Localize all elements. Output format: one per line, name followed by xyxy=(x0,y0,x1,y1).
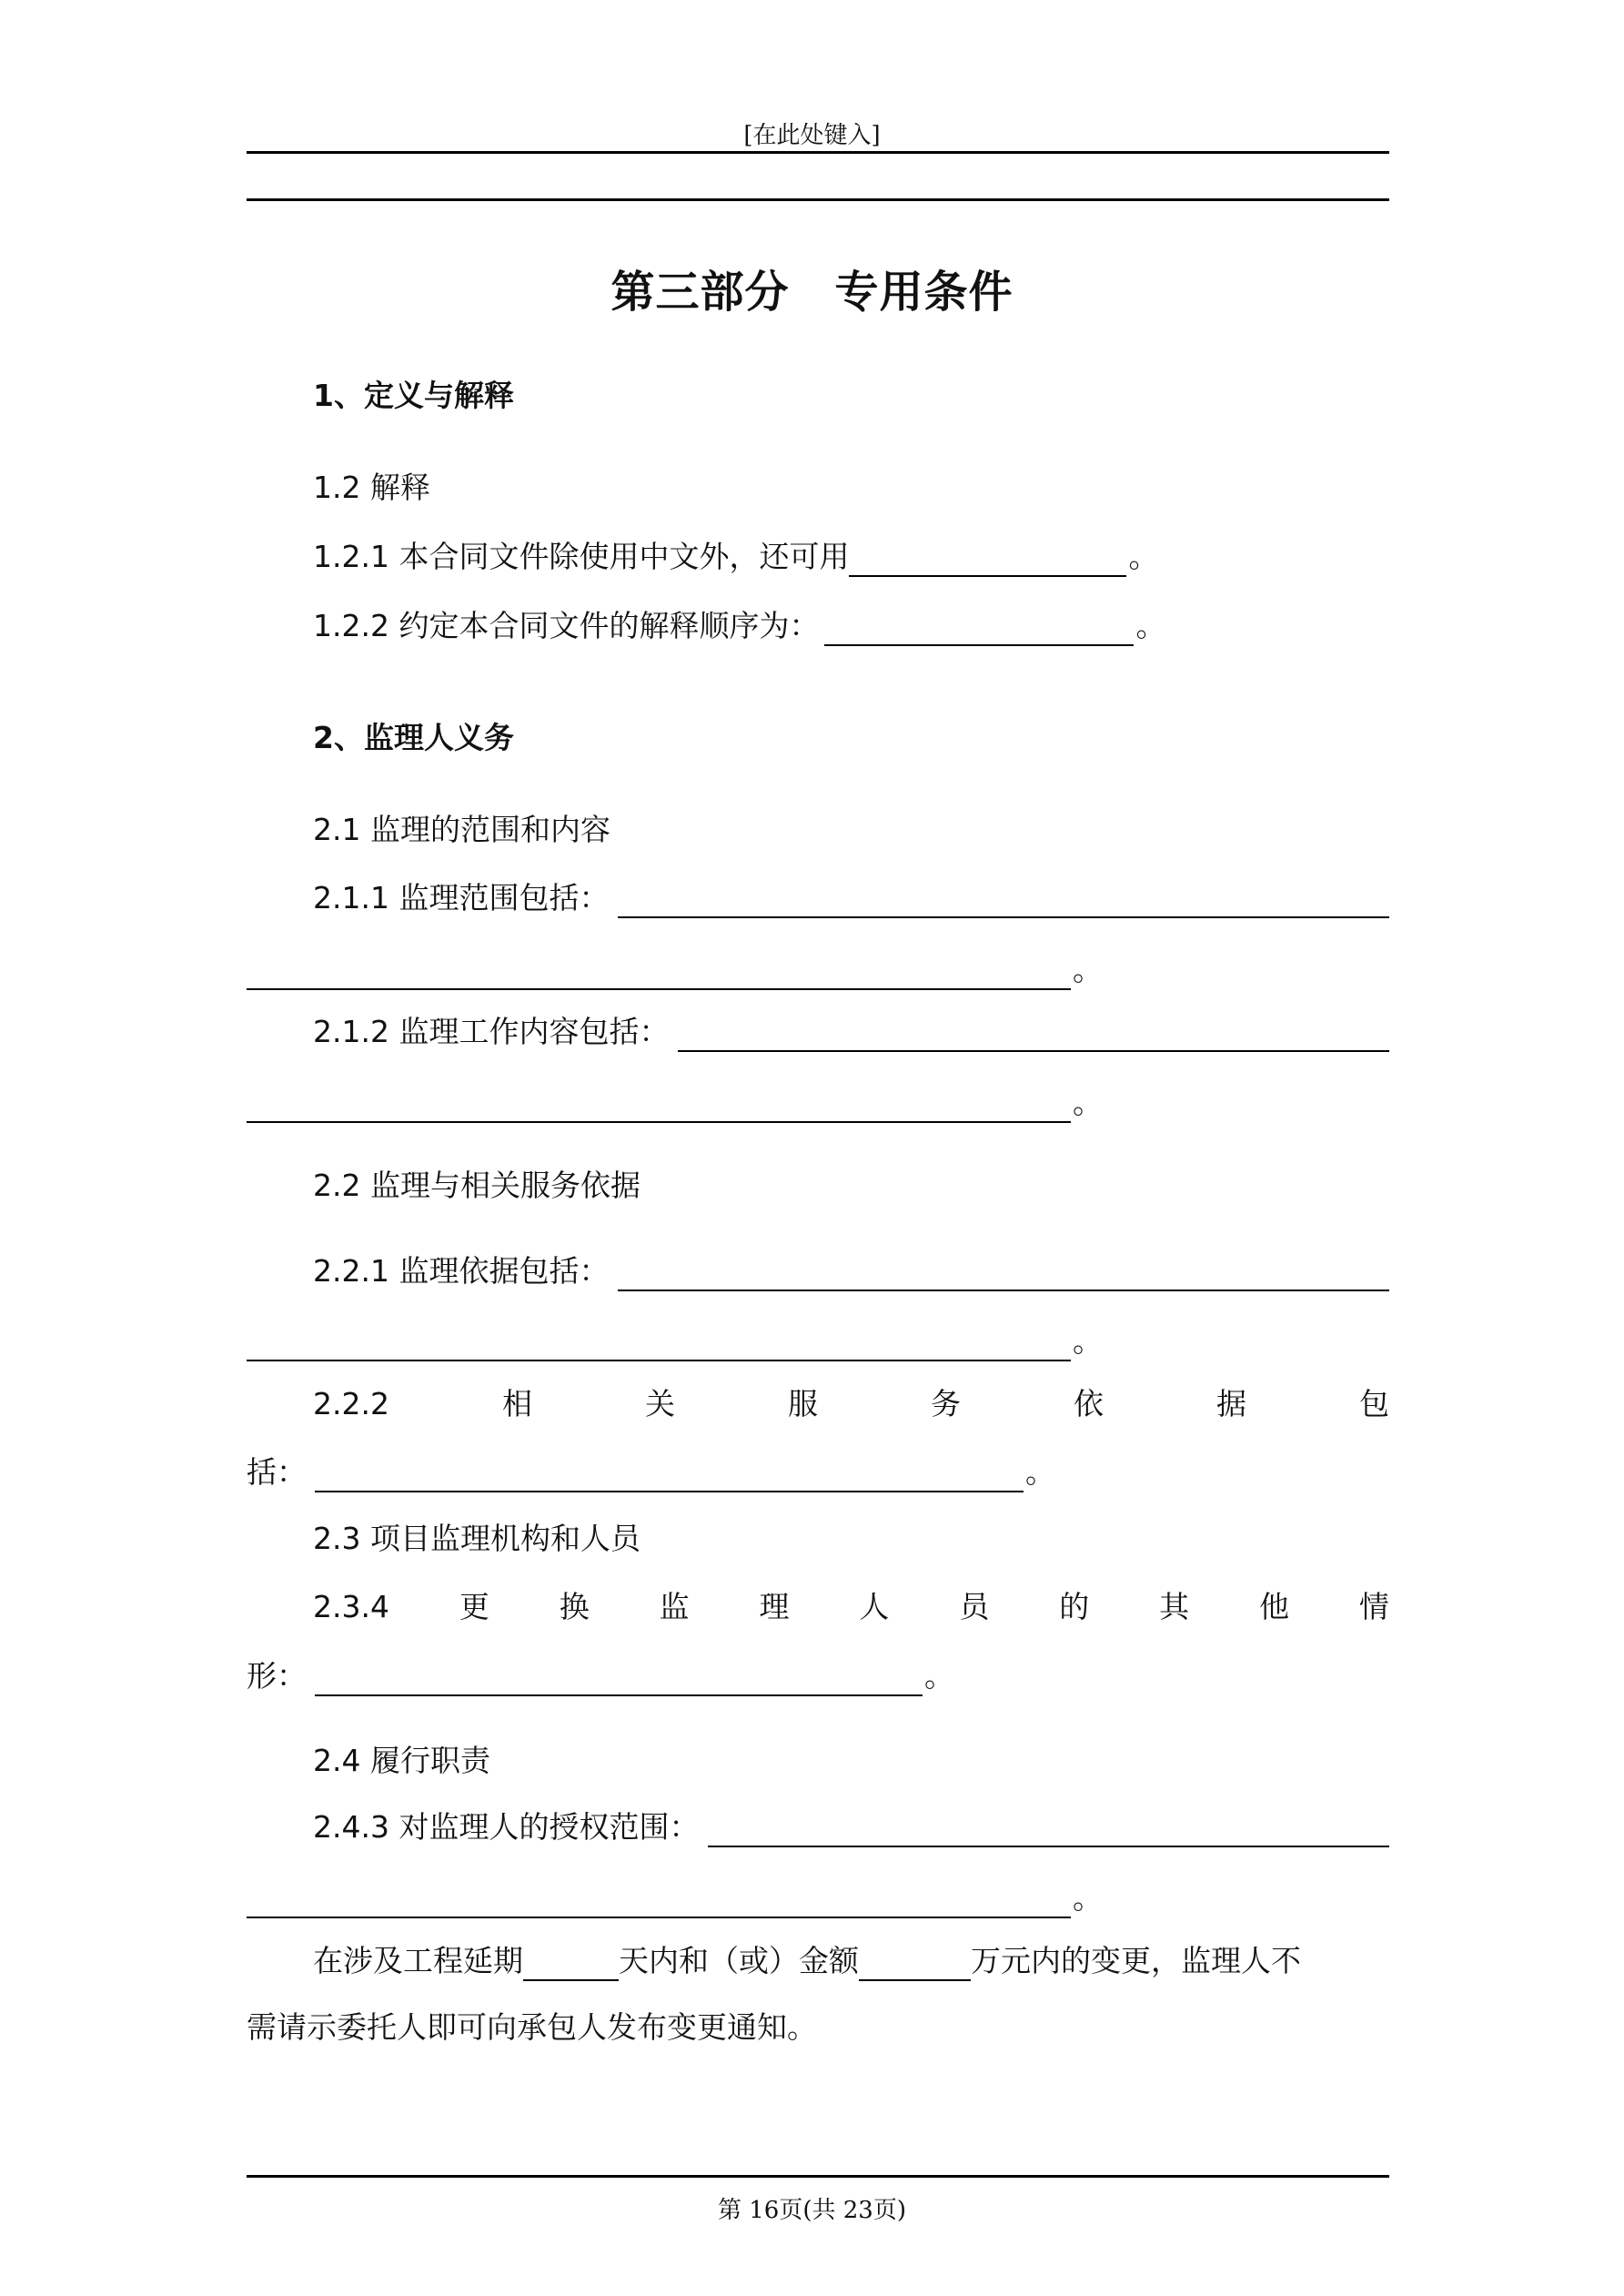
clause-text: 2.2.1 监理依据包括： xyxy=(313,1253,610,1289)
period: 。 xyxy=(1128,539,1159,574)
clause-char: 更 xyxy=(459,1589,489,1624)
clause-text: 1.2.1 本合同文件除使用中文外，还可用 xyxy=(313,539,850,574)
paragraph-change-authority xyxy=(313,1941,1389,1981)
blank-field[interactable] xyxy=(618,1257,1389,1291)
period: 。 xyxy=(924,1658,954,1694)
amount-blank[interactable] xyxy=(859,1947,971,1981)
clause-2-4-3-cont xyxy=(247,1878,1389,1918)
clause-char: 监 xyxy=(659,1589,690,1624)
clause-char: 相 xyxy=(501,1386,532,1421)
blank-field[interactable] xyxy=(247,956,1071,990)
days-blank[interactable] xyxy=(523,1947,619,1981)
heading-2 xyxy=(313,718,1389,758)
clause-char: 服 xyxy=(787,1386,818,1421)
period: 。 xyxy=(1135,608,1166,643)
heading-1 xyxy=(313,376,1389,416)
blank-field[interactable] xyxy=(247,1327,1071,1361)
clause-2-3 xyxy=(313,1519,1389,1559)
clause-char: 务 xyxy=(930,1386,961,1421)
clause-char: 人 xyxy=(859,1589,890,1624)
clause-char: 据 xyxy=(1215,1386,1246,1421)
page-title xyxy=(0,257,1624,319)
clause-1-2 xyxy=(313,468,1389,508)
period: 。 xyxy=(1073,1880,1103,1916)
clause-2-4 xyxy=(313,1741,1389,1781)
clause-text: 1.2 解释 xyxy=(313,470,430,505)
header-rule-2 xyxy=(247,198,1389,201)
clause-text: 括： xyxy=(247,1454,307,1490)
blank-field[interactable] xyxy=(708,1813,1389,1847)
period: 。 xyxy=(1025,1454,1055,1490)
heading-text: 1、定义与解释 xyxy=(313,378,514,413)
clause-char: 关 xyxy=(644,1386,675,1421)
para-text: 在涉及工程延期 xyxy=(313,1943,523,1978)
clause-2-1-2 xyxy=(313,1012,1389,1052)
heading-text: 2、监理人义务 xyxy=(313,720,514,755)
clause-char: 的 xyxy=(1059,1589,1090,1624)
blank-field[interactable] xyxy=(247,1088,1071,1123)
title-name: 专用条件 xyxy=(834,267,1014,318)
clause-char: 包 xyxy=(1358,1386,1389,1421)
clause-2-1-1-cont xyxy=(247,950,1389,990)
clause-1-2-2 xyxy=(313,606,1389,646)
blank-field[interactable] xyxy=(824,612,1134,646)
clause-2-2-2 xyxy=(313,1384,1389,1424)
clause-text: 2.4.3 对监理人的授权范围： xyxy=(313,1809,700,1845)
clause-text: 2.1.1 监理范围包括： xyxy=(313,880,610,915)
clause-2-4-3 xyxy=(313,1807,1389,1847)
clause-2-3-4-cont xyxy=(247,1656,1389,1696)
clause-char: 情 xyxy=(1358,1589,1389,1624)
page-header: [在此处键入] xyxy=(743,122,881,149)
clause-text: 形： xyxy=(247,1658,307,1694)
clause-2-1 xyxy=(313,810,1389,850)
clause-text: 2.4 履行职责 xyxy=(313,1743,490,1778)
clause-char: 依 xyxy=(1073,1386,1104,1421)
blank-field[interactable] xyxy=(678,1017,1389,1052)
period: 。 xyxy=(1073,1323,1103,1359)
clause-2-1-2-cont xyxy=(247,1083,1389,1123)
period: 。 xyxy=(1073,952,1103,987)
page-footer: 第 16页(共 23页) xyxy=(718,2197,906,2224)
para-text: 天内和（或）金额 xyxy=(619,1943,859,1978)
clause-char: 换 xyxy=(559,1589,590,1624)
clause-text: 2.3 项目监理机构和人员 xyxy=(313,1521,641,1556)
para-text: 万元内的变更，监理人不 xyxy=(971,1943,1301,1978)
clause-char: 员 xyxy=(959,1589,990,1624)
blank-field[interactable] xyxy=(618,884,1389,918)
blank-field[interactable] xyxy=(315,1458,1024,1492)
clause-2-2-1-cont xyxy=(247,1321,1389,1361)
clause-2-2-2-cont xyxy=(247,1452,1389,1492)
blank-field[interactable] xyxy=(247,1884,1071,1918)
period: 。 xyxy=(1073,1085,1103,1120)
clause-text: 2.2 监理与相关服务依据 xyxy=(313,1168,641,1203)
blank-field[interactable] xyxy=(315,1662,923,1696)
clause-number: 2.2.2 xyxy=(313,1386,389,1421)
header-rule xyxy=(247,151,1389,154)
footer-rule xyxy=(247,2175,1389,2178)
title-part: 第三部分 xyxy=(610,267,790,318)
para-text: 需请示委托人即可向承包人发布变更通知。 xyxy=(247,2009,817,2045)
clause-2-1-1 xyxy=(313,878,1389,918)
clause-text: 2.1 监理的范围和内容 xyxy=(313,812,610,847)
clause-char: 理 xyxy=(759,1589,790,1624)
clause-char: 他 xyxy=(1258,1589,1289,1624)
paragraph-change-authority-line2 xyxy=(247,2008,1389,2048)
clause-text: 1.2.2 约定本合同文件的解释顺序为： xyxy=(313,608,820,643)
clause-number: 2.3.4 xyxy=(313,1589,389,1624)
clause-text: 2.1.2 监理工作内容包括： xyxy=(313,1014,670,1049)
clause-2-2-1 xyxy=(313,1251,1389,1291)
clause-1-2-1 xyxy=(313,537,1389,577)
clause-2-3-4 xyxy=(313,1587,1389,1627)
clause-2-2 xyxy=(313,1166,1389,1206)
clause-char: 其 xyxy=(1159,1589,1190,1624)
blank-field[interactable] xyxy=(849,542,1126,577)
